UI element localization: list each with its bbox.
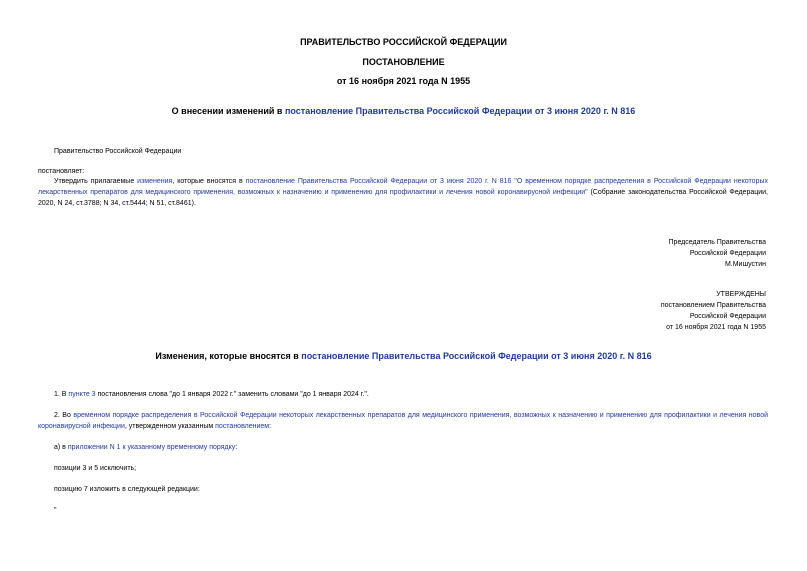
item-2-text-c: : <box>269 423 272 430</box>
appendix-1-link[interactable]: приложении N 1 к указанному временному порядку <box>67 444 236 451</box>
government-heading: ПРАВИТЕЛЬСТВО РОССИЙСКОЙ ФЕДЕРАЦИИ <box>300 37 507 47</box>
title-decree-link[interactable]: постановление Правительства Российской Федерации от 3 июня 2020 г. N 816 <box>284 106 636 116</box>
item-2-text-a: 2. Во <box>54 412 74 419</box>
document-type: ПОСТАНОВЛЕНИЕ <box>362 57 445 67</box>
subitem-a <box>54 442 237 453</box>
approved-line-1: УТВЕРЖДЕНЫ <box>716 291 766 298</box>
p1-text-c: (Собрание законодательства Российской Федерации, 2020, N 24, ст.3788; N 34, ст.5444; N 51, ст.8461). <box>38 189 769 207</box>
changes-link[interactable]: изменения <box>137 178 173 185</box>
changes-title <box>0 351 807 361</box>
item-1-text-a: 1. В <box>54 391 69 398</box>
item-1 <box>54 389 369 400</box>
approved-line-2: постановлением Правительства <box>660 302 766 309</box>
decides-label: постановляет: <box>38 168 85 175</box>
subitem-a-text-b: : <box>235 444 238 451</box>
approved-line-3: Российской Федерации <box>689 313 766 320</box>
document-date-number: от 16 ноября 2021 года N 1955 <box>336 76 471 86</box>
changes-title-prefix: Изменения, которые вносятся в <box>155 351 302 361</box>
temporary-procedure-link[interactable]: временном порядке распределения в Российской Федерации некоторых лекарственных препаратов для медицинского применения, возможных к назначению и применению для профилактики и лечения новой коронавирусной инфекции <box>38 412 768 430</box>
approved-line-4: от 16 ноября 2021 года N 1955 <box>666 324 766 331</box>
item-1-point-link[interactable]: пункте 3 <box>68 391 96 398</box>
positions-3-5-exclude: позиции 3 и 5 исключить; <box>54 465 137 472</box>
document-title <box>0 106 807 116</box>
decree-816-link[interactable]: постановление Правительства Российской Федерации от 3 июня 2020 г. N 816 "О временном порядке распределения в Российской Федерации некоторых лекарственных препаратов для медицинского применения, возможных к назначению и применению для профилактики и лечения новой коронавирусной инфекции" <box>38 178 768 196</box>
changes-title-decree-link[interactable]: постановление Правительства Российской Федерации от 3 июня 2020 г. N 816 <box>301 351 652 361</box>
signature-title-2: Российской Федерации <box>689 250 766 257</box>
item-1-text-b: постановления слова "до 1 января 2022 г." заменить словами "до 1 января 2024 г.". <box>95 391 369 398</box>
p1-text-a: Утвердить прилагаемые <box>54 178 138 185</box>
decree-link[interactable]: постановлением <box>215 423 270 430</box>
p1-text-b: , которые вносятся в <box>172 178 246 185</box>
opening-quote: " <box>54 507 57 514</box>
item-2-text-b: , утвержденном указанным <box>124 423 216 430</box>
title-prefix: О внесении изменений в <box>171 106 285 116</box>
position-7-redaction: позицию 7 изложить в следующей редакции: <box>54 486 200 493</box>
signature-name: М.Мишустин <box>724 261 766 268</box>
item-2 <box>38 410 768 432</box>
subitem-a-text-a: а) в <box>54 444 68 451</box>
issuer: Правительство Российской Федерации <box>54 148 182 155</box>
signature-title-1: Председатель Правительства <box>668 239 766 246</box>
decree-paragraph <box>38 176 768 209</box>
